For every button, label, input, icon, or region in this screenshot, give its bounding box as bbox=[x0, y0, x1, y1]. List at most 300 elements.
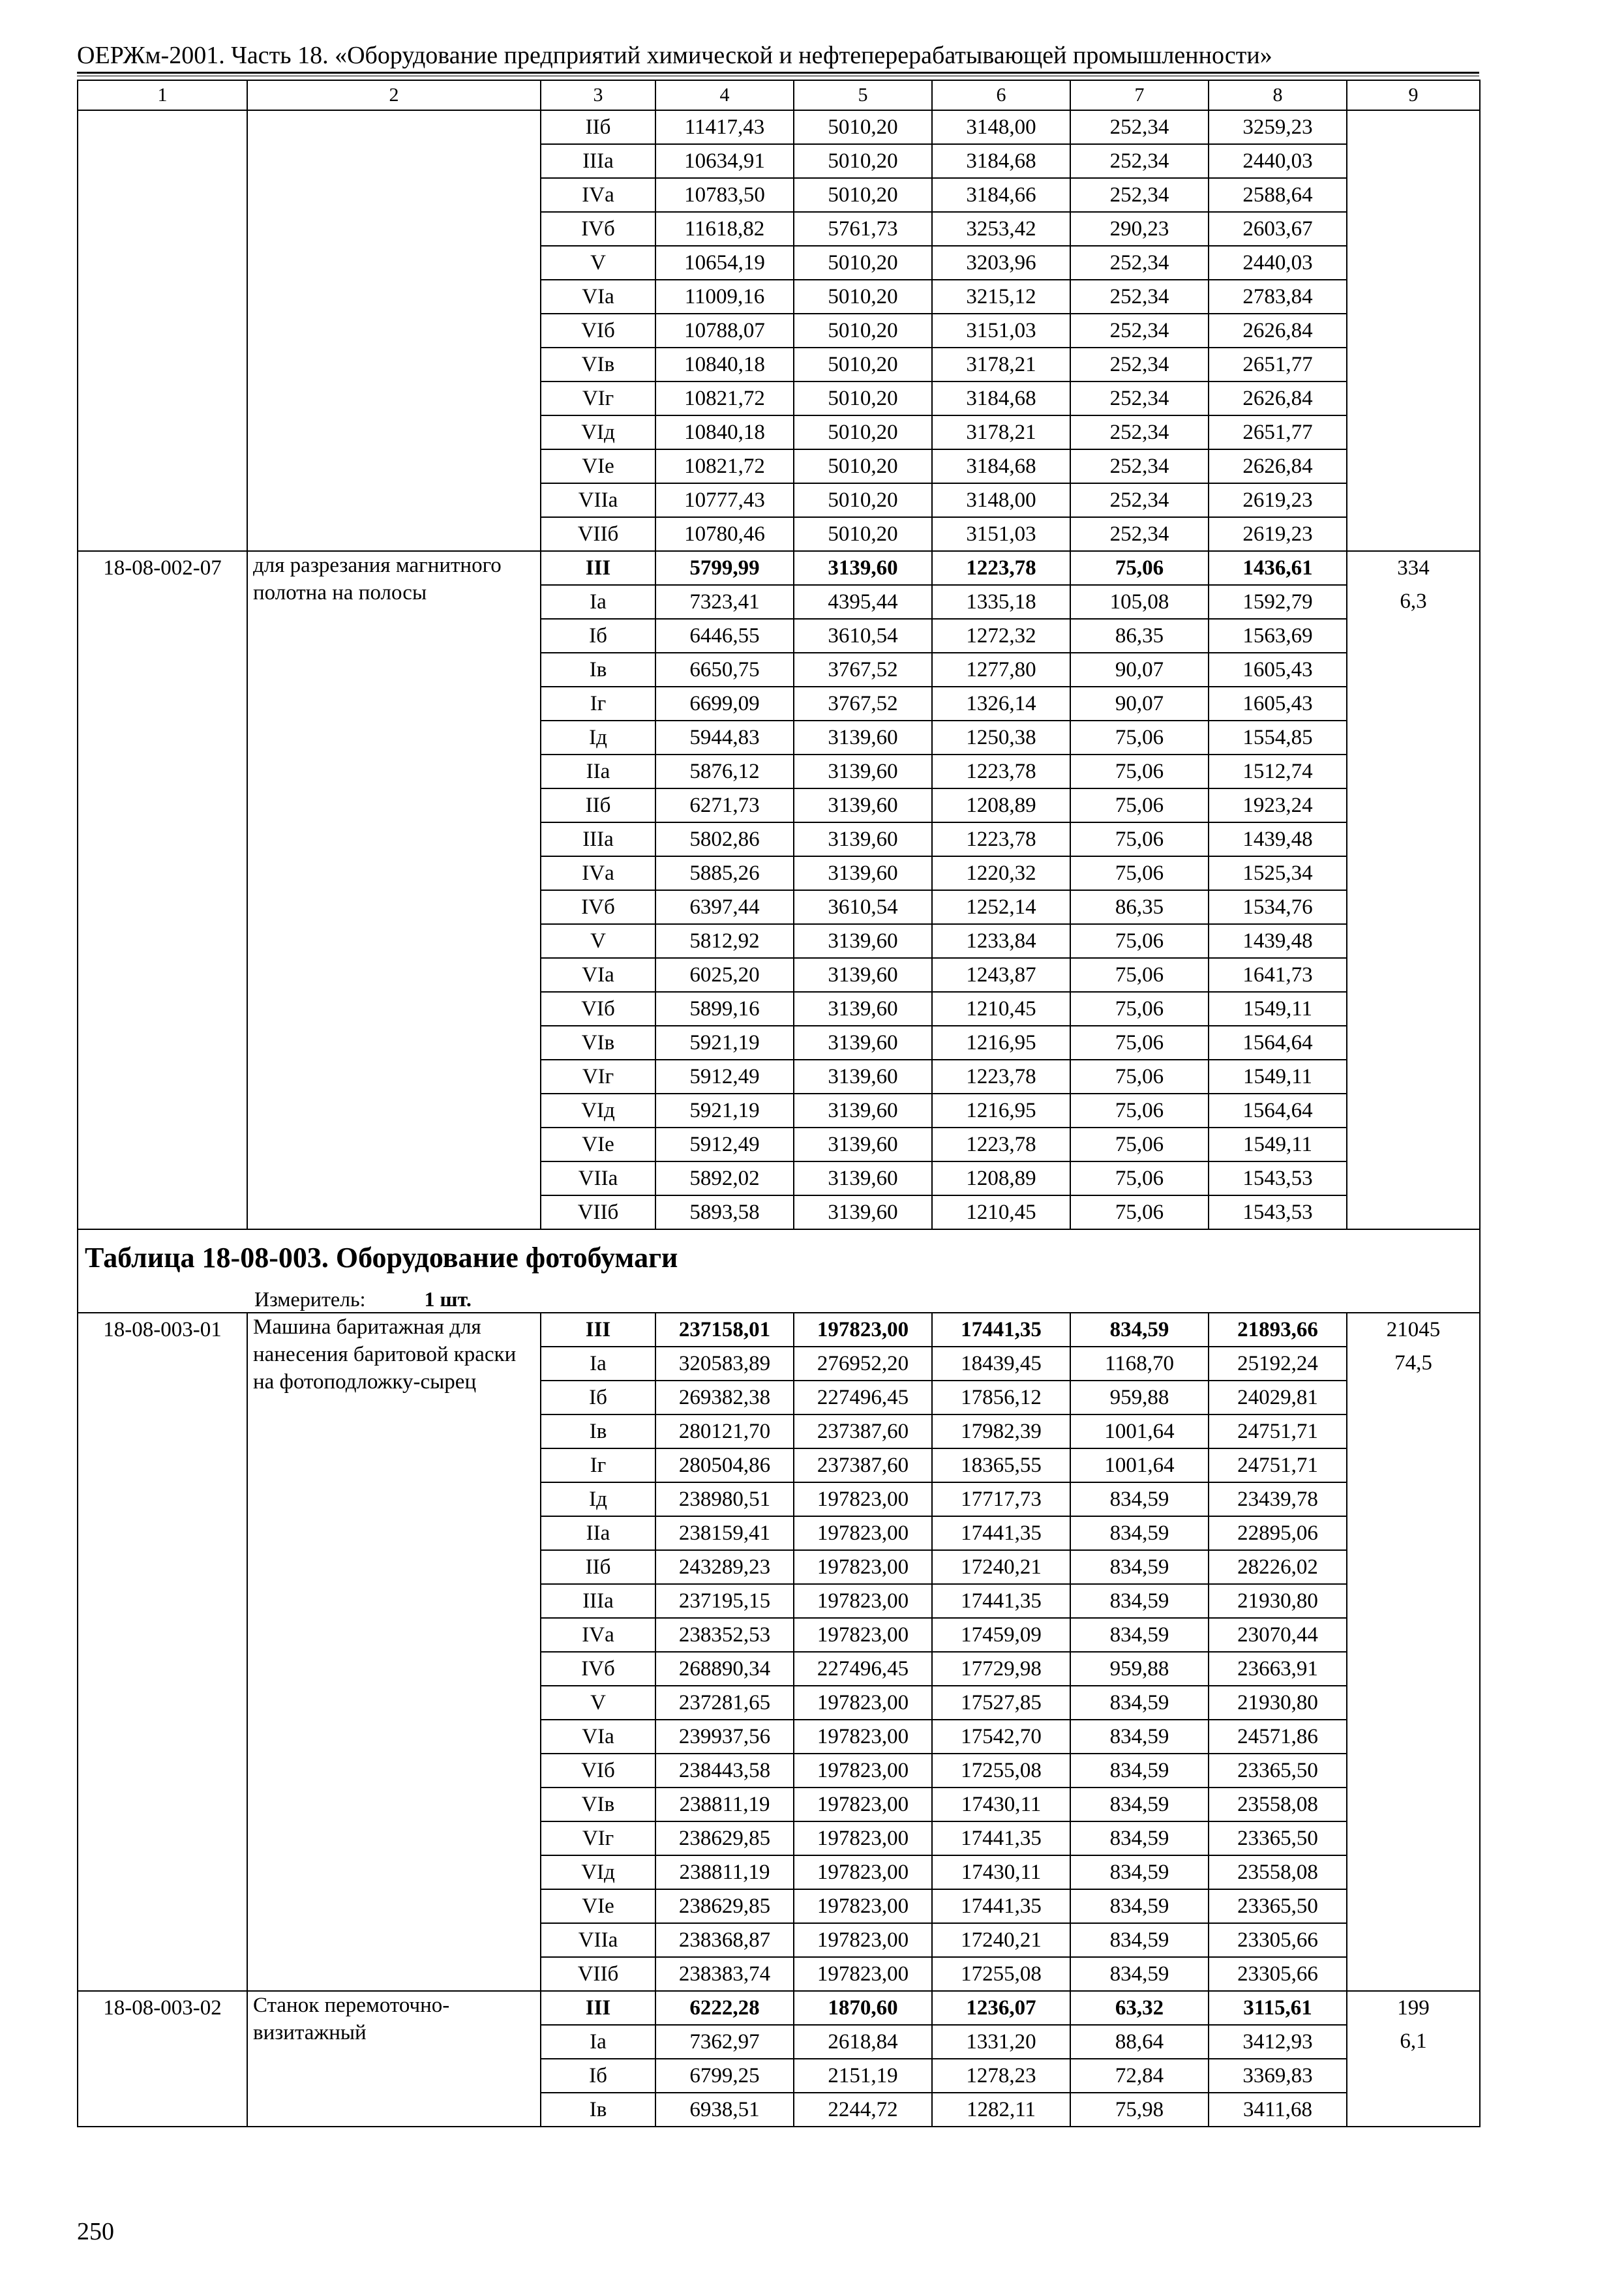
value-cell: 5010,20 bbox=[794, 449, 932, 483]
value-cell: 90,07 bbox=[1070, 653, 1209, 687]
value-cell: 1641,73 bbox=[1209, 958, 1347, 992]
price-zone-cell: VIб bbox=[541, 314, 655, 348]
value-cell: 1605,43 bbox=[1209, 653, 1347, 687]
value-cell: 1210,45 bbox=[932, 1195, 1070, 1229]
value-cell: 1216,95 bbox=[932, 1094, 1070, 1128]
value-cell: 2151,19 bbox=[794, 2059, 932, 2093]
price-zone-cell: Iв bbox=[541, 653, 655, 687]
value-cell: 3610,54 bbox=[794, 619, 932, 653]
col9-cell: 334 bbox=[1347, 551, 1480, 585]
value-cell: 2651,77 bbox=[1209, 415, 1347, 449]
column-number: 3 bbox=[541, 80, 655, 110]
price-zone-cell: IIб bbox=[541, 110, 655, 144]
value-cell: 25192,24 bbox=[1209, 1347, 1347, 1381]
value-cell: 5892,02 bbox=[655, 1161, 794, 1195]
col9-cell: 199 bbox=[1347, 1991, 1480, 2025]
table-title: Таблица 18-08-003. Оборудование фотобумаги bbox=[78, 1229, 1480, 1286]
value-cell: 2626,84 bbox=[1209, 382, 1347, 415]
price-zone-cell: IIIа bbox=[541, 1584, 655, 1618]
value-cell: 24029,81 bbox=[1209, 1381, 1347, 1414]
col9-cell: 74,5 bbox=[1347, 1347, 1480, 1991]
value-cell: 1436,61 bbox=[1209, 551, 1347, 585]
value-cell: 3139,60 bbox=[794, 721, 932, 755]
value-cell: 959,88 bbox=[1070, 1652, 1209, 1686]
table-title-row bbox=[78, 1229, 1480, 1286]
value-cell: 23070,44 bbox=[1209, 1618, 1347, 1652]
value-cell: 238629,85 bbox=[655, 1821, 794, 1855]
code-cell: 18-08-003-02 bbox=[78, 1991, 247, 2127]
code-cell: 18-08-003-01 bbox=[78, 1313, 247, 1991]
value-cell: 10654,19 bbox=[655, 246, 794, 280]
value-cell: 1564,64 bbox=[1209, 1026, 1347, 1060]
value-cell: 5921,19 bbox=[655, 1026, 794, 1060]
value-cell: 269382,38 bbox=[655, 1381, 794, 1414]
code-cell bbox=[78, 110, 247, 551]
value-cell: 238159,41 bbox=[655, 1516, 794, 1550]
value-cell: 3369,83 bbox=[1209, 2059, 1347, 2093]
value-cell: 197823,00 bbox=[794, 1788, 932, 1821]
value-cell: 5010,20 bbox=[794, 415, 932, 449]
value-cell: 3139,60 bbox=[794, 1128, 932, 1161]
value-cell: 252,34 bbox=[1070, 246, 1209, 280]
value-cell: 75,06 bbox=[1070, 958, 1209, 992]
col9-cell: 6,3 bbox=[1347, 585, 1480, 1229]
value-cell: 3412,93 bbox=[1209, 2025, 1347, 2059]
value-cell: 21930,80 bbox=[1209, 1686, 1347, 1720]
price-zone-cell: VIд bbox=[541, 415, 655, 449]
value-cell: 2783,84 bbox=[1209, 280, 1347, 314]
value-cell: 238443,58 bbox=[655, 1754, 794, 1788]
value-cell: 6938,51 bbox=[655, 2093, 794, 2127]
value-cell: 5885,26 bbox=[655, 856, 794, 890]
value-cell: 23305,66 bbox=[1209, 1957, 1347, 1991]
value-cell: 3203,96 bbox=[932, 246, 1070, 280]
value-cell: 17982,39 bbox=[932, 1414, 1070, 1448]
price-zone-cell: VIв bbox=[541, 1788, 655, 1821]
price-zone-cell: VIе bbox=[541, 1889, 655, 1923]
value-cell: 1243,87 bbox=[932, 958, 1070, 992]
value-cell: 6397,44 bbox=[655, 890, 794, 924]
running-header: ОЕРЖм-2001. Часть 18. «Оборудование предприятий химической и нефтеперерабатывающей промышленности» bbox=[77, 42, 1272, 69]
price-zone-cell: III bbox=[541, 551, 655, 585]
value-cell: 2619,23 bbox=[1209, 483, 1347, 517]
value-cell: 252,34 bbox=[1070, 314, 1209, 348]
value-cell: 1216,95 bbox=[932, 1026, 1070, 1060]
value-cell: 28226,02 bbox=[1209, 1550, 1347, 1584]
value-cell: 11009,16 bbox=[655, 280, 794, 314]
value-cell: 10788,07 bbox=[655, 314, 794, 348]
price-zone-cell: VIб bbox=[541, 992, 655, 1026]
value-cell: 5010,20 bbox=[794, 483, 932, 517]
value-cell: 1335,18 bbox=[932, 585, 1070, 619]
value-cell: 3139,60 bbox=[794, 1026, 932, 1060]
value-cell: 6025,20 bbox=[655, 958, 794, 992]
value-cell: 17856,12 bbox=[932, 1381, 1070, 1414]
value-cell: 3148,00 bbox=[932, 110, 1070, 144]
price-zone-cell: IIIа bbox=[541, 822, 655, 856]
value-cell: 252,34 bbox=[1070, 449, 1209, 483]
table-row bbox=[78, 1991, 1480, 2025]
value-cell: 1278,23 bbox=[932, 2059, 1070, 2093]
value-cell: 1223,78 bbox=[932, 1060, 1070, 1094]
value-cell: 1549,11 bbox=[1209, 992, 1347, 1026]
value-cell: 1534,76 bbox=[1209, 890, 1347, 924]
value-cell: 320583,89 bbox=[655, 1347, 794, 1381]
value-cell: 5010,20 bbox=[794, 382, 932, 415]
value-cell: 834,59 bbox=[1070, 1889, 1209, 1923]
value-cell: 1549,11 bbox=[1209, 1060, 1347, 1094]
value-cell: 2618,84 bbox=[794, 2025, 932, 2059]
value-cell: 1923,24 bbox=[1209, 788, 1347, 822]
value-cell: 834,59 bbox=[1070, 1686, 1209, 1720]
value-cell: 5010,20 bbox=[794, 280, 932, 314]
value-cell: 1870,60 bbox=[794, 1991, 932, 2025]
price-zone-cell: V bbox=[541, 924, 655, 958]
value-cell: 18365,55 bbox=[932, 1448, 1070, 1482]
value-cell: 1272,32 bbox=[932, 619, 1070, 653]
price-zone-cell: Iг bbox=[541, 1448, 655, 1482]
value-cell: 75,06 bbox=[1070, 551, 1209, 585]
value-cell: 1331,20 bbox=[932, 2025, 1070, 2059]
column-number: 4 bbox=[655, 80, 794, 110]
value-cell: 252,34 bbox=[1070, 382, 1209, 415]
price-zone-cell: Iа bbox=[541, 2025, 655, 2059]
value-cell: 834,59 bbox=[1070, 1313, 1209, 1347]
value-cell: 227496,45 bbox=[794, 1381, 932, 1414]
value-cell: 3259,23 bbox=[1209, 110, 1347, 144]
measure-value: 1 шт. bbox=[424, 1287, 472, 1311]
value-cell: 959,88 bbox=[1070, 1381, 1209, 1414]
value-cell: 86,35 bbox=[1070, 619, 1209, 653]
value-cell: 23365,50 bbox=[1209, 1889, 1347, 1923]
value-cell: 2619,23 bbox=[1209, 517, 1347, 551]
value-cell: 17441,35 bbox=[932, 1584, 1070, 1618]
value-cell: 10634,91 bbox=[655, 144, 794, 178]
value-cell: 17441,35 bbox=[932, 1313, 1070, 1347]
value-cell: 3139,60 bbox=[794, 1060, 932, 1094]
value-cell: 63,32 bbox=[1070, 1991, 1209, 2025]
value-cell: 834,59 bbox=[1070, 1516, 1209, 1550]
value-cell: 3767,52 bbox=[794, 687, 932, 721]
column-number-row bbox=[78, 80, 1480, 110]
value-cell: 197823,00 bbox=[794, 1889, 932, 1923]
value-cell: 834,59 bbox=[1070, 1754, 1209, 1788]
value-cell: 21930,80 bbox=[1209, 1584, 1347, 1618]
price-zone-cell: III bbox=[541, 1991, 655, 2025]
price-zone-cell: Iд bbox=[541, 721, 655, 755]
value-cell: 3184,68 bbox=[932, 449, 1070, 483]
value-cell: 1326,14 bbox=[932, 687, 1070, 721]
col9-cell: 6,1 bbox=[1347, 2025, 1480, 2127]
value-cell: 1223,78 bbox=[932, 1128, 1070, 1161]
value-cell: 238980,51 bbox=[655, 1482, 794, 1516]
value-cell: 1252,14 bbox=[932, 890, 1070, 924]
value-cell: 2651,77 bbox=[1209, 348, 1347, 382]
value-cell: 3178,21 bbox=[932, 348, 1070, 382]
value-cell: 2603,67 bbox=[1209, 212, 1347, 246]
value-cell: 2626,84 bbox=[1209, 449, 1347, 483]
value-cell: 17441,35 bbox=[932, 1821, 1070, 1855]
value-cell: 7362,97 bbox=[655, 2025, 794, 2059]
price-zone-cell: IIIа bbox=[541, 144, 655, 178]
value-cell: 17459,09 bbox=[932, 1618, 1070, 1652]
value-cell: 5010,20 bbox=[794, 110, 932, 144]
value-cell: 1001,64 bbox=[1070, 1448, 1209, 1482]
header-rule bbox=[77, 72, 1479, 74]
value-cell: 1592,79 bbox=[1209, 585, 1347, 619]
price-zone-cell: VIе bbox=[541, 1128, 655, 1161]
value-cell: 11417,43 bbox=[655, 110, 794, 144]
price-zone-cell: Iб bbox=[541, 2059, 655, 2093]
value-cell: 75,06 bbox=[1070, 1094, 1209, 1128]
value-cell: 3139,60 bbox=[794, 958, 932, 992]
value-cell: 252,34 bbox=[1070, 280, 1209, 314]
value-cell: 834,59 bbox=[1070, 1482, 1209, 1516]
name-cell: для разрезания магнитного полотна на полосы bbox=[247, 551, 541, 1229]
value-cell: 75,06 bbox=[1070, 822, 1209, 856]
price-zone-cell: IIб bbox=[541, 788, 655, 822]
value-cell: 1512,74 bbox=[1209, 755, 1347, 788]
price-zone-cell: VIв bbox=[541, 1026, 655, 1060]
price-zone-cell: VIIб bbox=[541, 517, 655, 551]
price-zone-cell: VIд bbox=[541, 1094, 655, 1128]
value-cell: 3148,00 bbox=[932, 483, 1070, 517]
value-cell: 75,06 bbox=[1070, 721, 1209, 755]
name-cell bbox=[247, 110, 541, 551]
value-cell: 10821,72 bbox=[655, 449, 794, 483]
value-cell: 3139,60 bbox=[794, 1094, 932, 1128]
value-cell: 243289,23 bbox=[655, 1550, 794, 1584]
value-cell: 834,59 bbox=[1070, 1584, 1209, 1618]
value-cell: 290,23 bbox=[1070, 212, 1209, 246]
value-cell: 75,06 bbox=[1070, 1026, 1209, 1060]
value-cell: 5912,49 bbox=[655, 1060, 794, 1094]
value-cell: 22895,06 bbox=[1209, 1516, 1347, 1550]
value-cell: 6650,75 bbox=[655, 653, 794, 687]
value-cell: 1549,11 bbox=[1209, 1128, 1347, 1161]
value-cell: 280504,86 bbox=[655, 1448, 794, 1482]
value-cell: 2440,03 bbox=[1209, 246, 1347, 280]
value-cell: 11618,82 bbox=[655, 212, 794, 246]
value-cell: 252,34 bbox=[1070, 144, 1209, 178]
value-cell: 3215,12 bbox=[932, 280, 1070, 314]
value-cell: 2626,84 bbox=[1209, 314, 1347, 348]
value-cell: 237158,01 bbox=[655, 1313, 794, 1347]
value-cell: 24751,71 bbox=[1209, 1414, 1347, 1448]
value-cell: 237195,15 bbox=[655, 1584, 794, 1618]
price-zone-cell: Iб bbox=[541, 619, 655, 653]
value-cell: 834,59 bbox=[1070, 1855, 1209, 1889]
value-cell: 1525,34 bbox=[1209, 856, 1347, 890]
value-cell: 3610,54 bbox=[794, 890, 932, 924]
value-cell: 17255,08 bbox=[932, 1754, 1070, 1788]
name-cell: Машина баритажная для нанесения баритовой краски на фотоподложку-сырец bbox=[247, 1313, 541, 1991]
value-cell: 1220,32 bbox=[932, 856, 1070, 890]
price-zone-cell: V bbox=[541, 246, 655, 280]
value-cell: 17430,11 bbox=[932, 1788, 1070, 1821]
value-cell: 1563,69 bbox=[1209, 619, 1347, 653]
page-number: 250 bbox=[77, 2218, 114, 2245]
value-cell: 23558,08 bbox=[1209, 1788, 1347, 1821]
price-zone-cell: VIд bbox=[541, 1855, 655, 1889]
value-cell: 1208,89 bbox=[932, 1161, 1070, 1195]
value-cell: 75,06 bbox=[1070, 1161, 1209, 1195]
value-cell: 17430,11 bbox=[932, 1855, 1070, 1889]
value-cell: 2440,03 bbox=[1209, 144, 1347, 178]
table-body bbox=[78, 80, 1480, 2127]
value-cell: 5912,49 bbox=[655, 1128, 794, 1161]
value-cell: 227496,45 bbox=[794, 1652, 932, 1686]
price-zone-cell: VIв bbox=[541, 348, 655, 382]
name-cell: Станок перемоточно-визитажный bbox=[247, 1991, 541, 2127]
value-cell: 5799,99 bbox=[655, 551, 794, 585]
table-row bbox=[78, 1313, 1480, 1347]
value-cell: 10840,18 bbox=[655, 415, 794, 449]
value-cell: 23365,50 bbox=[1209, 1754, 1347, 1788]
value-cell: 17441,35 bbox=[932, 1516, 1070, 1550]
value-cell: 6699,09 bbox=[655, 687, 794, 721]
value-cell: 197823,00 bbox=[794, 1313, 932, 1347]
value-cell: 10783,50 bbox=[655, 178, 794, 212]
column-number: 5 bbox=[794, 80, 932, 110]
value-cell: 75,98 bbox=[1070, 2093, 1209, 2127]
price-zone-cell: IVб bbox=[541, 890, 655, 924]
column-number: 1 bbox=[78, 80, 247, 110]
value-cell: 1439,48 bbox=[1209, 924, 1347, 958]
price-zone-cell: IVа bbox=[541, 178, 655, 212]
value-cell: 75,06 bbox=[1070, 1128, 1209, 1161]
price-zone-cell: Iд bbox=[541, 1482, 655, 1516]
value-cell: 238811,19 bbox=[655, 1788, 794, 1821]
price-zone-cell: VIг bbox=[541, 1821, 655, 1855]
value-cell: 17240,21 bbox=[932, 1550, 1070, 1584]
value-cell: 2588,64 bbox=[1209, 178, 1347, 212]
value-cell: 5010,20 bbox=[794, 348, 932, 382]
value-cell: 6271,73 bbox=[655, 788, 794, 822]
value-cell: 1236,07 bbox=[932, 1991, 1070, 2025]
value-cell: 3139,60 bbox=[794, 755, 932, 788]
value-cell: 1001,64 bbox=[1070, 1414, 1209, 1448]
value-cell: 3178,21 bbox=[932, 415, 1070, 449]
value-cell: 1223,78 bbox=[932, 822, 1070, 856]
value-cell: 23305,66 bbox=[1209, 1923, 1347, 1957]
value-cell: 1564,64 bbox=[1209, 1094, 1347, 1128]
value-cell: 252,34 bbox=[1070, 415, 1209, 449]
value-cell: 1605,43 bbox=[1209, 687, 1347, 721]
value-cell: 5010,20 bbox=[794, 144, 932, 178]
price-zone-cell: VIIб bbox=[541, 1195, 655, 1229]
value-cell: 197823,00 bbox=[794, 1720, 932, 1754]
value-cell: 17441,35 bbox=[932, 1889, 1070, 1923]
value-cell: 3139,60 bbox=[794, 1195, 932, 1229]
value-cell: 17527,85 bbox=[932, 1686, 1070, 1720]
table-row bbox=[78, 110, 1480, 144]
value-cell: 1282,11 bbox=[932, 2093, 1070, 2127]
value-cell: 3139,60 bbox=[794, 788, 932, 822]
value-cell: 24571,86 bbox=[1209, 1720, 1347, 1754]
value-cell: 3151,03 bbox=[932, 517, 1070, 551]
price-zone-cell: VIа bbox=[541, 280, 655, 314]
value-cell: 3139,60 bbox=[794, 822, 932, 856]
value-cell: 17717,73 bbox=[932, 1482, 1070, 1516]
value-cell: 834,59 bbox=[1070, 1957, 1209, 1991]
value-cell: 3139,60 bbox=[794, 924, 932, 958]
value-cell: 5010,20 bbox=[794, 246, 932, 280]
value-cell: 238629,85 bbox=[655, 1889, 794, 1923]
value-cell: 1543,53 bbox=[1209, 1161, 1347, 1195]
value-cell: 834,59 bbox=[1070, 1720, 1209, 1754]
col9-cell: 21045 bbox=[1347, 1313, 1480, 1347]
value-cell: 3139,60 bbox=[794, 992, 932, 1026]
value-cell: 6446,55 bbox=[655, 619, 794, 653]
value-cell: 252,34 bbox=[1070, 348, 1209, 382]
price-zone-cell: Iб bbox=[541, 1381, 655, 1414]
value-cell: 10821,72 bbox=[655, 382, 794, 415]
value-cell: 1554,85 bbox=[1209, 721, 1347, 755]
value-cell: 17240,21 bbox=[932, 1923, 1070, 1957]
value-cell: 105,08 bbox=[1070, 585, 1209, 619]
value-cell: 238352,53 bbox=[655, 1618, 794, 1652]
table-row bbox=[78, 551, 1480, 585]
value-cell: 4395,44 bbox=[794, 585, 932, 619]
value-cell: 1250,38 bbox=[932, 721, 1070, 755]
value-cell: 1439,48 bbox=[1209, 822, 1347, 856]
value-cell: 86,35 bbox=[1070, 890, 1209, 924]
value-cell: 75,06 bbox=[1070, 1195, 1209, 1229]
price-zone-cell: IIа bbox=[541, 755, 655, 788]
value-cell: 5010,20 bbox=[794, 178, 932, 212]
value-cell: 2244,72 bbox=[794, 2093, 932, 2127]
value-cell: 834,59 bbox=[1070, 1788, 1209, 1821]
price-zone-cell: VIа bbox=[541, 958, 655, 992]
value-cell: 237387,60 bbox=[794, 1448, 932, 1482]
value-cell: 75,06 bbox=[1070, 992, 1209, 1026]
value-cell: 18439,45 bbox=[932, 1347, 1070, 1381]
value-cell: 6799,25 bbox=[655, 2059, 794, 2093]
value-cell: 1223,78 bbox=[932, 551, 1070, 585]
price-zone-cell: VIIа bbox=[541, 1923, 655, 1957]
value-cell: 5802,86 bbox=[655, 822, 794, 856]
value-cell: 3253,42 bbox=[932, 212, 1070, 246]
value-cell: 5899,16 bbox=[655, 992, 794, 1026]
value-cell: 252,34 bbox=[1070, 110, 1209, 144]
value-cell: 24751,71 bbox=[1209, 1448, 1347, 1482]
value-cell: 197823,00 bbox=[794, 1482, 932, 1516]
price-zone-cell: VIIа bbox=[541, 483, 655, 517]
value-cell: 197823,00 bbox=[794, 1855, 932, 1889]
price-zone-cell: Iг bbox=[541, 687, 655, 721]
price-zone-cell: VIг bbox=[541, 1060, 655, 1094]
col9-cell bbox=[1347, 110, 1480, 551]
value-cell: 3411,68 bbox=[1209, 2093, 1347, 2127]
price-zone-cell: IVа bbox=[541, 1618, 655, 1652]
value-cell: 1543,53 bbox=[1209, 1195, 1347, 1229]
value-cell: 237387,60 bbox=[794, 1414, 932, 1448]
value-cell: 72,84 bbox=[1070, 2059, 1209, 2093]
price-zone-cell: V bbox=[541, 1686, 655, 1720]
value-cell: 3115,61 bbox=[1209, 1991, 1347, 2025]
value-cell: 5944,83 bbox=[655, 721, 794, 755]
value-cell: 75,06 bbox=[1070, 788, 1209, 822]
value-cell: 268890,34 bbox=[655, 1652, 794, 1686]
column-number: 8 bbox=[1209, 80, 1347, 110]
value-cell: 834,59 bbox=[1070, 1550, 1209, 1584]
value-cell: 1277,80 bbox=[932, 653, 1070, 687]
value-cell: 1210,45 bbox=[932, 992, 1070, 1026]
value-cell: 280121,70 bbox=[655, 1414, 794, 1448]
value-cell: 3184,66 bbox=[932, 178, 1070, 212]
value-cell: 3767,52 bbox=[794, 653, 932, 687]
